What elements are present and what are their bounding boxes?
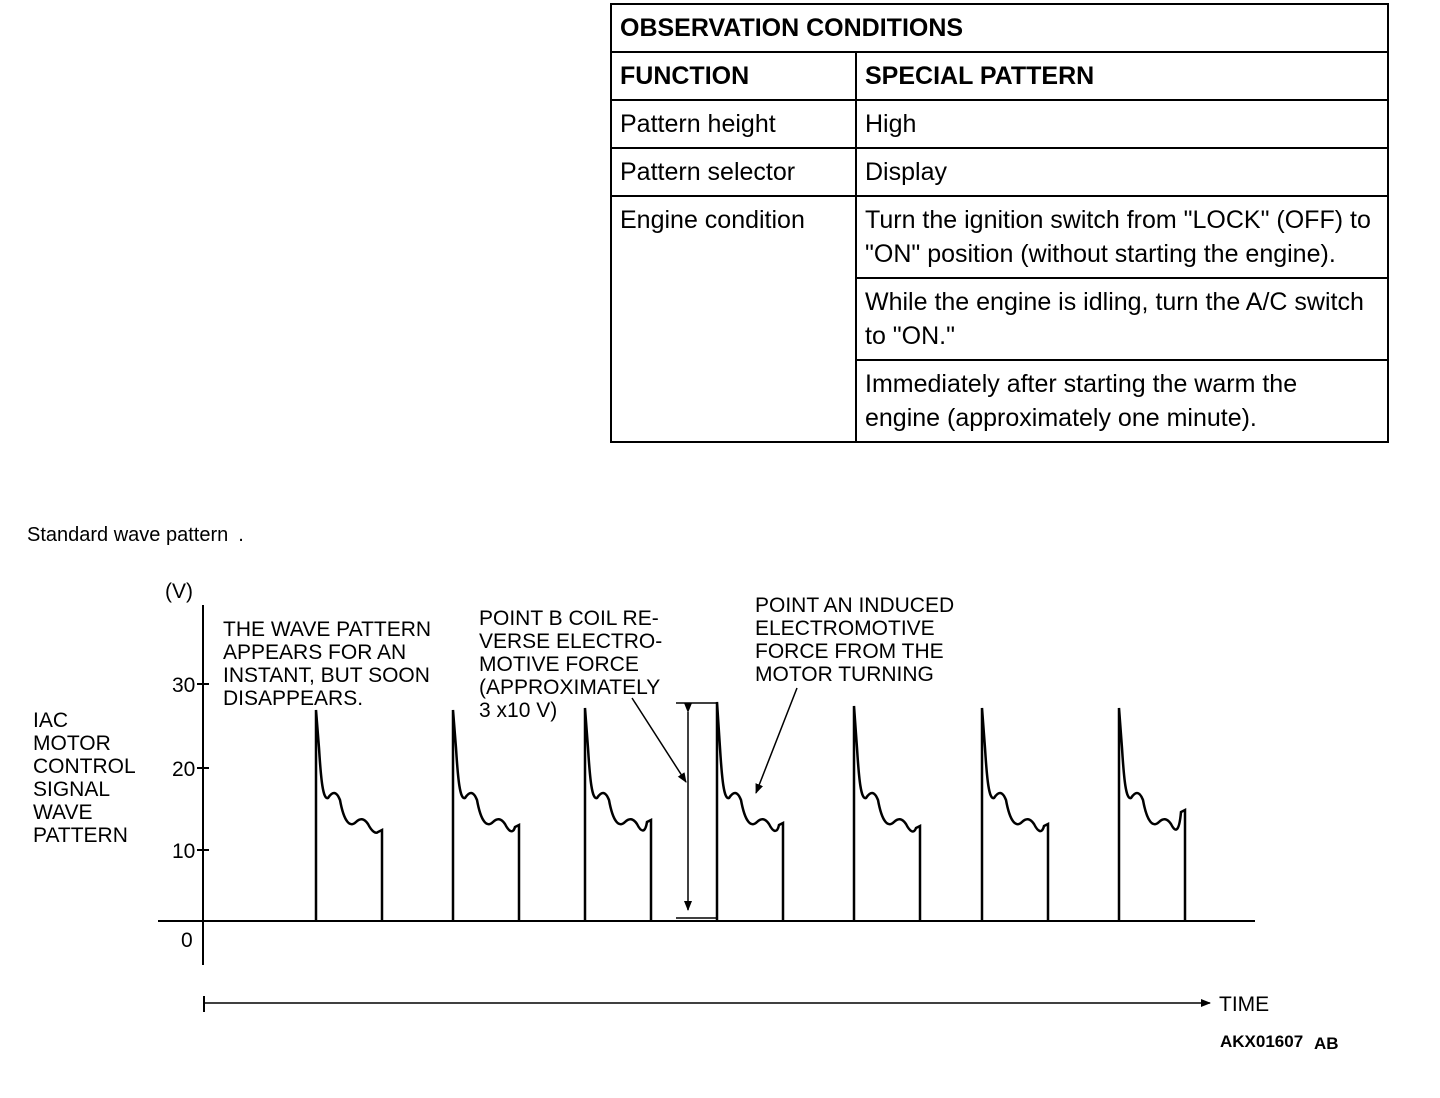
y-unit-label: (V) [165,580,193,603]
y-tick-label-30: 30 [172,674,196,697]
point-b-leader-arrow [632,698,686,782]
caption-mark: . [238,524,244,546]
y-label-line: SIGNAL [33,778,111,801]
annotation-point-a-line: ELECTROMOTIVE [755,617,935,640]
condition-cell: Turn the ignition switch from "LOCK" (OFF) to "ON" position (without starting the engine). [856,196,1388,278]
y-tick-label-20: 20 [172,758,196,781]
signal-pulse [585,708,651,920]
time-axis-label: TIME [1219,993,1270,1016]
signal-pulse [982,708,1048,920]
figure-code: AKX01607 [1220,1032,1304,1051]
function-cell: Engine condition [611,196,856,442]
signal-pulse [453,710,519,920]
signal-pulse [316,710,382,920]
annotation-wave-appears-line: THE WAVE PATTERN [223,618,432,641]
annotation-point-b-line: POINT B COIL RE- [479,607,659,630]
annotation-point-b-line: MOTIVE FORCE [479,653,639,676]
y-tick-label-10: 10 [172,840,196,863]
function-cell: Pattern height [611,100,856,148]
annotation-wave-appears-line: INSTANT, BUT SOON [223,664,430,687]
y-label-line: PATTERN [33,824,128,847]
caption-text: Standard wave pattern [27,524,229,546]
y-label-line: MOTOR [33,732,111,755]
y-tick-label-0: 0 [181,929,193,952]
signal-pulse [854,706,920,920]
annotation-wave-appears-line: DISAPPEARS. [223,687,364,710]
iac-signal-waveform [316,702,1185,920]
signal-pulse [717,702,783,920]
annotation-point-a-line: FORCE FROM THE [755,640,944,663]
y-label-line: WAVE [33,801,93,824]
signal-pulse [1119,708,1185,920]
y-label-line: IAC [33,709,69,732]
pattern-cell: High [856,100,1388,148]
y-label-line: CONTROL [33,755,136,778]
column-header-function: FUNCTION [611,52,856,100]
function-cell: Pattern selector [611,148,856,196]
annotation-point-a-line: POINT AN INDUCED [755,594,955,617]
annotation-point-b-line: VERSE ELECTRO- [479,630,663,653]
condition-cell: Immediately after starting the warm the engine (approximately one minute). [856,360,1388,442]
annotation-wave-appears-line: APPEARS FOR AN [223,641,407,664]
table-title: OBSERVATION CONDITIONS [611,4,1388,52]
point-a-leader-arrow [756,688,797,793]
pattern-cell: Display [856,148,1388,196]
annotation-point-a-line: MOTOR TURNING [755,663,934,686]
annotation-point-b-line: 3 x10 V) [479,699,558,722]
condition-cell: While the engine is idling, turn the A/C switch to "ON." [856,278,1388,360]
annotation-point-b-line: (APPROXIMATELY [479,676,661,699]
column-header-special-pattern: SPECIAL PATTERN [856,52,1388,100]
figure-code-suffix: AB [1314,1034,1339,1053]
